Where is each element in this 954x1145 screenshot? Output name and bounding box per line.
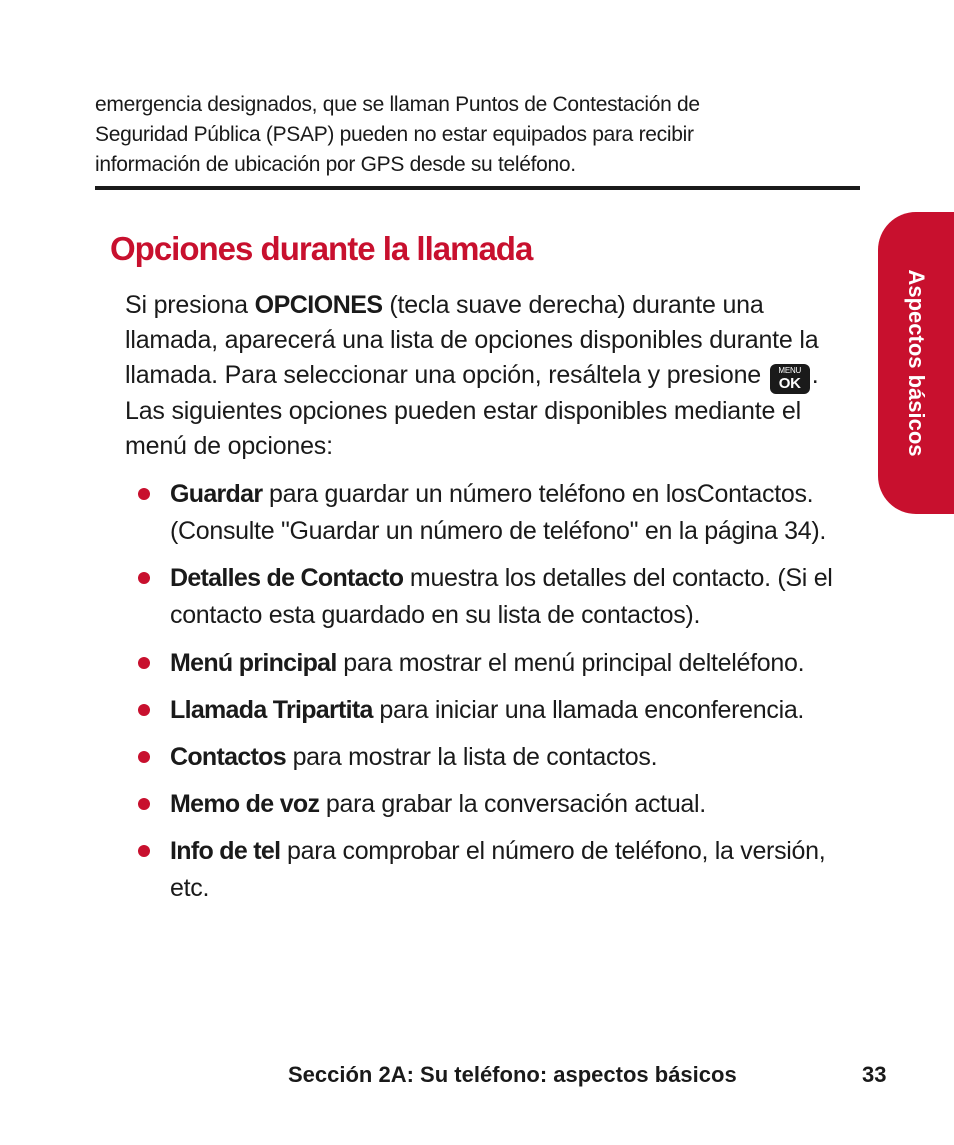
option-desc: para guardar un número teléfono en losContactos. (Consulte "Guardar un número de teléfono" en la página 34). (170, 480, 827, 545)
bullet-icon (138, 572, 150, 584)
bullet-icon (138, 657, 150, 669)
section-side-tab (878, 212, 954, 514)
bullet-icon (138, 845, 150, 857)
list-item (135, 786, 865, 823)
option-desc: para comprobar el número de teléfono, la versión, etc. (170, 837, 826, 902)
bullet-icon (138, 488, 150, 500)
list-item (135, 833, 865, 907)
bullet-icon (138, 751, 150, 763)
option-term: Menú principal (170, 649, 337, 677)
option-desc: para mostrar el menú principal delteléfono. (336, 649, 805, 677)
bullet-icon (138, 798, 150, 810)
intro-text-2: (tecla suave derecha) durante una llamada, aparecerá una lista de opciones disponibles durante la llamada. Para seleccionar una opción, resáltela y presione (125, 291, 819, 389)
option-term: Llamada Tripartita (170, 696, 373, 724)
option-desc: para mostrar la lista de contactos. (285, 743, 658, 771)
page-heading: Opciones durante la llamada (110, 230, 533, 267)
intro-paragraph (125, 288, 855, 464)
list-item (135, 476, 865, 550)
menu-ok-key-icon (770, 364, 810, 394)
options-key-label: OPCIONES (254, 291, 383, 319)
page-number: 33 (862, 1062, 887, 1087)
menu-key-top-label: MENU (778, 366, 802, 375)
option-term: Memo de voz (170, 790, 320, 818)
intro-text-1: Si presiona (125, 291, 255, 319)
option-term: Guardar (170, 480, 263, 508)
menu-key-bottom-label: OK (778, 375, 801, 392)
bullet-icon (138, 704, 150, 716)
option-term: Detalles de Contacto (170, 564, 404, 592)
option-term: Contactos (170, 743, 286, 771)
option-desc: muestra los detalles del contacto. (Si el contacto esta guardado en su lista de contactos). (170, 564, 833, 629)
intro-text-3: . Las siguientes opciones pueden estar disponibles mediante el menú de opciones: (125, 361, 819, 460)
side-tab-label: Aspectos básicos (904, 269, 929, 457)
list-item (135, 645, 865, 682)
list-item (135, 739, 865, 776)
options-list (135, 476, 865, 907)
footer-section-title: Sección 2A: Su teléfono: aspectos básicos (288, 1062, 737, 1087)
list-item (135, 560, 865, 634)
top-note-paragraph: emergencia designados, que se llaman Puntos de Contestación de Seguridad Pública (PSAP) pueden no estar equipados para recibir información de ubicación por GPS desde su teléfono. (95, 93, 700, 176)
section-divider (95, 186, 860, 190)
option-desc: para iniciar una llamada enconferencia. (372, 696, 805, 724)
option-term: Info de tel (170, 837, 281, 865)
option-desc: para grabar la conversación actual. (319, 790, 706, 818)
list-item (135, 692, 865, 729)
